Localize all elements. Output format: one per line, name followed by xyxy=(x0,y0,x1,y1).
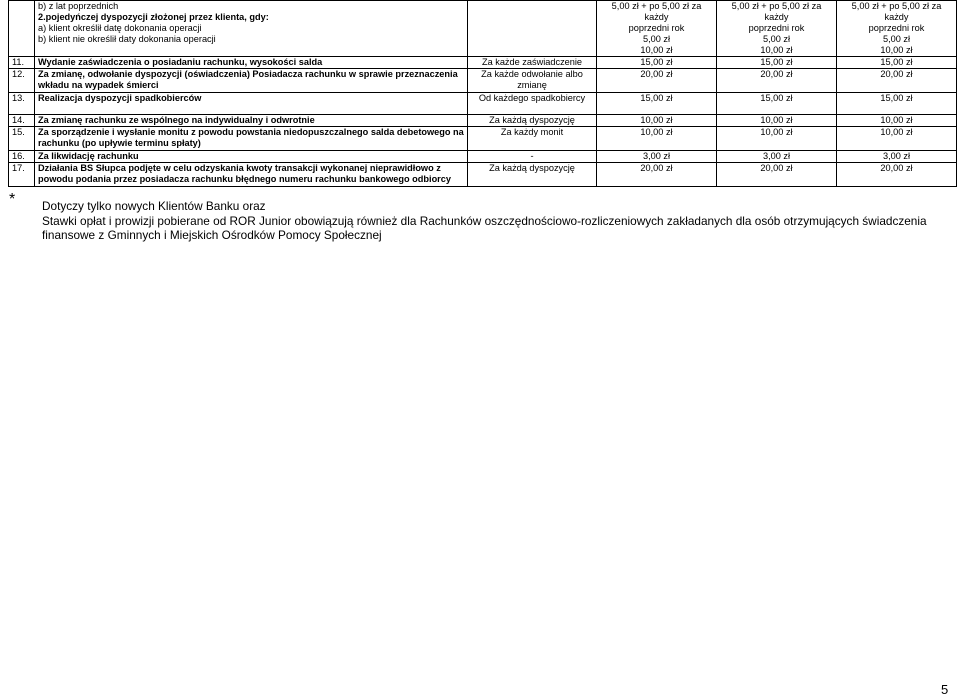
row-frequency xyxy=(468,1,597,57)
fee-value: 20,00 zł xyxy=(597,163,717,187)
fee-value: 3,00 zł xyxy=(837,151,957,163)
row-number: 17. xyxy=(9,163,35,187)
row-number: 16. xyxy=(9,151,35,163)
fee-value: 15,00 zł xyxy=(597,93,717,115)
row-description: Za zmianę, odwołanie dyspozycji (oświadczenia) Posiadacza rachunku w sprawie przeznaczenia wkładu na wypadek śmierci xyxy=(35,69,468,93)
fee-value: 5,00 zł + po 5,00 zł za każdy poprzedni rok 5,00 zł 10,00 zł xyxy=(717,1,837,57)
fee-table xyxy=(8,0,957,187)
fee-value: 10,00 zł xyxy=(597,115,717,127)
row-frequency: Za każdą dyspozycję xyxy=(468,115,597,127)
row-number: 12. xyxy=(9,69,35,93)
fee-value: 3,00 zł xyxy=(717,151,837,163)
desc-line: 2.pojedyńczej dyspozycji złożonej przez klienta, gdy: xyxy=(38,12,269,22)
row-description: Realizacja dyspozycji spadkobierców xyxy=(35,93,468,115)
row-description: Wydanie zaświadczenia o posiadaniu rachunku, wysokości salda xyxy=(35,57,468,69)
table-row xyxy=(9,57,957,69)
table-row xyxy=(9,1,957,57)
table-row xyxy=(9,115,957,127)
fee-value: 5,00 zł + po 5,00 zł za każdy poprzedni rok 5,00 zł 10,00 zł xyxy=(597,1,717,57)
fee-value: 10,00 zł xyxy=(717,115,837,127)
row-description xyxy=(35,1,468,57)
row-number xyxy=(9,1,35,57)
table-row xyxy=(9,151,957,163)
row-number: 11. xyxy=(9,57,35,69)
fee-value: 5,00 zł + po 5,00 zł za każdy poprzedni rok 5,00 zł 10,00 zł xyxy=(837,1,957,57)
row-description: Za zmianę rachunku ze wspólnego na indywidualny i odwrotnie xyxy=(35,115,468,127)
row-frequency: Za każdą dyspozycję xyxy=(468,163,597,187)
fee-value: 15,00 zł xyxy=(717,57,837,69)
fee-value: 10,00 zł xyxy=(837,127,957,151)
fee-value: 15,00 zł xyxy=(717,93,837,115)
desc-line: b) z lat poprzednich xyxy=(38,1,119,11)
fee-value: 10,00 zł xyxy=(597,127,717,151)
fee-value: 20,00 zł xyxy=(837,69,957,93)
table-row xyxy=(9,69,957,93)
fee-value: 15,00 zł xyxy=(837,57,957,69)
row-description: Działania BS Słupca podjęte w celu odzyskania kwoty transakcji wykonanej nieprawidłowo z powodu podania przez posiadacza rachunku błędnego numeru rachunku bankowego odbiorcy xyxy=(35,163,468,187)
fee-value: 20,00 zł xyxy=(717,69,837,93)
fee-value: 20,00 zł xyxy=(717,163,837,187)
row-frequency: - xyxy=(468,151,597,163)
footnote xyxy=(42,199,932,243)
fee-value: 15,00 zł xyxy=(837,93,957,115)
page-number: 5 xyxy=(941,682,949,697)
row-number: 13. xyxy=(9,93,35,115)
footnote-line: Dotyczy tylko nowych Klientów Banku oraz xyxy=(42,199,266,213)
table-row xyxy=(9,127,957,151)
footnote-marker: * xyxy=(9,191,16,208)
table-row xyxy=(9,93,957,115)
footnote-line: Stawki opłat i prowizji pobierane od ROR Junior obowiązują również dla Rachunków oszczędnościowo-rozliczeniowych zakładanych dla osób otrzymujących świadczenia finansowe z Gminnych i Miejskich Ośrodków Pomocy Społecznej xyxy=(42,213,927,242)
fee-value: 15,00 zł xyxy=(597,57,717,69)
row-number: 14. xyxy=(9,115,35,127)
fee-value: 10,00 zł xyxy=(717,127,837,151)
row-description: Za sporządzenie i wysłanie monitu z powodu powstania niedopuszczalnego salda debetowego na rachunku (po upływie terminu spłaty) xyxy=(35,127,468,151)
desc-line: b) klient nie określił daty dokonania operacji xyxy=(38,34,216,44)
table-row xyxy=(9,163,957,187)
fee-value: 20,00 zł xyxy=(837,163,957,187)
row-frequency: Za każde odwołanie albo zmianę xyxy=(468,69,597,93)
row-frequency: Za każdy monit xyxy=(468,127,597,151)
fee-value: 10,00 zł xyxy=(837,115,957,127)
fee-value: 3,00 zł xyxy=(597,151,717,163)
desc-line: a) klient określił datę dokonania operacji xyxy=(38,23,202,33)
row-frequency: Za każde zaświadczenie xyxy=(468,57,597,69)
row-description: Za likwidację rachunku xyxy=(35,151,468,163)
row-number: 15. xyxy=(9,127,35,151)
row-frequency: Od każdego spadkobiercy xyxy=(468,93,597,115)
fee-value: 20,00 zł xyxy=(597,69,717,93)
